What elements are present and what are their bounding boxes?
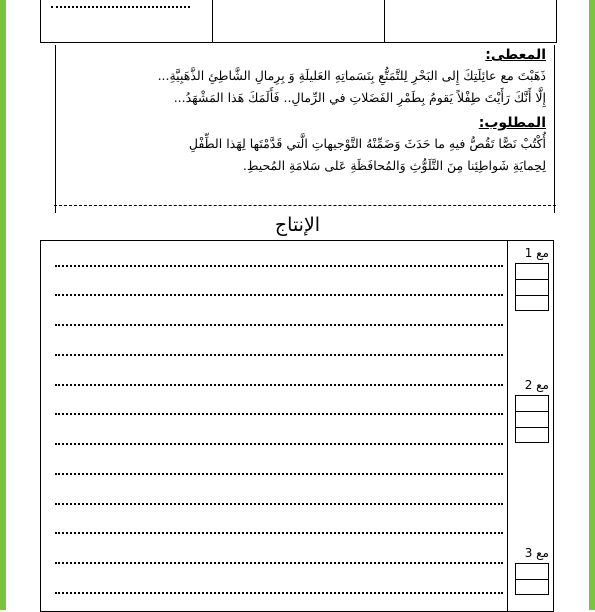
instructions-box — [55, 45, 555, 213]
criterion-2 — [511, 377, 549, 443]
criterion-label: مع 1 — [524, 246, 549, 260]
score-box[interactable] — [515, 411, 549, 427]
score-boxes — [515, 263, 549, 311]
given-line-1: ذَهَبْتَ مع عائِلَتِكَ إِلى البَحْرِ لِلتَّمَتُّعِ بِنَسَماتِهِ العَليلَةِ وَ بِرِمالِ الشَّاطِئِ الذَّهَبِيَّةِ... — [157, 68, 546, 83]
given-heading: المعطى: — [485, 47, 546, 63]
header-cell-2 — [212, 0, 384, 42]
writing-line[interactable] — [55, 473, 503, 475]
writing-line[interactable] — [55, 592, 503, 594]
required-line-1: أُكْتُبْ نَصًّا تَقُصُّ فيهِ ما حَدَثَ وَضَمِّنْهُ التَّوْجيهاتِ الَّتي قَدَّمْتَها لِهَذا الطِّفْلِ — [188, 136, 546, 151]
dotted-blank — [51, 0, 190, 8]
score-box[interactable] — [515, 563, 549, 579]
criterion-label: مع 2 — [524, 378, 549, 392]
required-line-2: لِحِمايَةِ شَواطِئِنا مِنَ التَّلَوُّثِ وَالمُحافَظَةِ عَلى سَلامَةِ المُحيطِ. — [242, 158, 546, 173]
required-heading: المطلوب: — [478, 115, 546, 131]
criterion-3 — [511, 545, 549, 595]
writing-line[interactable] — [55, 384, 503, 386]
criterion-label: مع 3 — [524, 546, 549, 560]
writing-line[interactable] — [55, 413, 503, 415]
writing-line[interactable] — [55, 532, 503, 534]
writing-line[interactable] — [55, 503, 503, 505]
writing-line[interactable] — [55, 562, 503, 564]
given-line-2: إِلَّا أَنَّكَ رَأَيْتَ طِفْلاً يَقومُ بِطَمْرِ الفَضَلاتِ في الرِّمالِ.. فَأَلَمَكَ هَذا المَشْهَدُ... — [173, 90, 546, 105]
writing-area[interactable] — [40, 240, 554, 612]
header-cell-1 — [41, 0, 212, 42]
score-box[interactable] — [515, 579, 549, 595]
writing-line[interactable] — [55, 324, 503, 326]
criteria-column — [507, 241, 553, 611]
header-table — [40, 0, 557, 43]
score-boxes — [515, 395, 549, 443]
score-box[interactable] — [515, 395, 549, 411]
score-box[interactable] — [515, 295, 549, 311]
writing-line[interactable] — [55, 354, 503, 356]
dashed-divider — [54, 205, 556, 206]
criterion-1 — [511, 245, 549, 311]
writing-line[interactable] — [55, 294, 503, 296]
writing-line[interactable] — [55, 443, 503, 445]
section-title: الإنتاج — [274, 214, 321, 236]
header-cell-3 — [384, 0, 556, 42]
score-box[interactable] — [515, 279, 549, 295]
score-box[interactable] — [515, 263, 549, 279]
score-box[interactable] — [515, 427, 549, 443]
writing-line[interactable] — [55, 265, 503, 267]
score-boxes — [515, 563, 549, 595]
